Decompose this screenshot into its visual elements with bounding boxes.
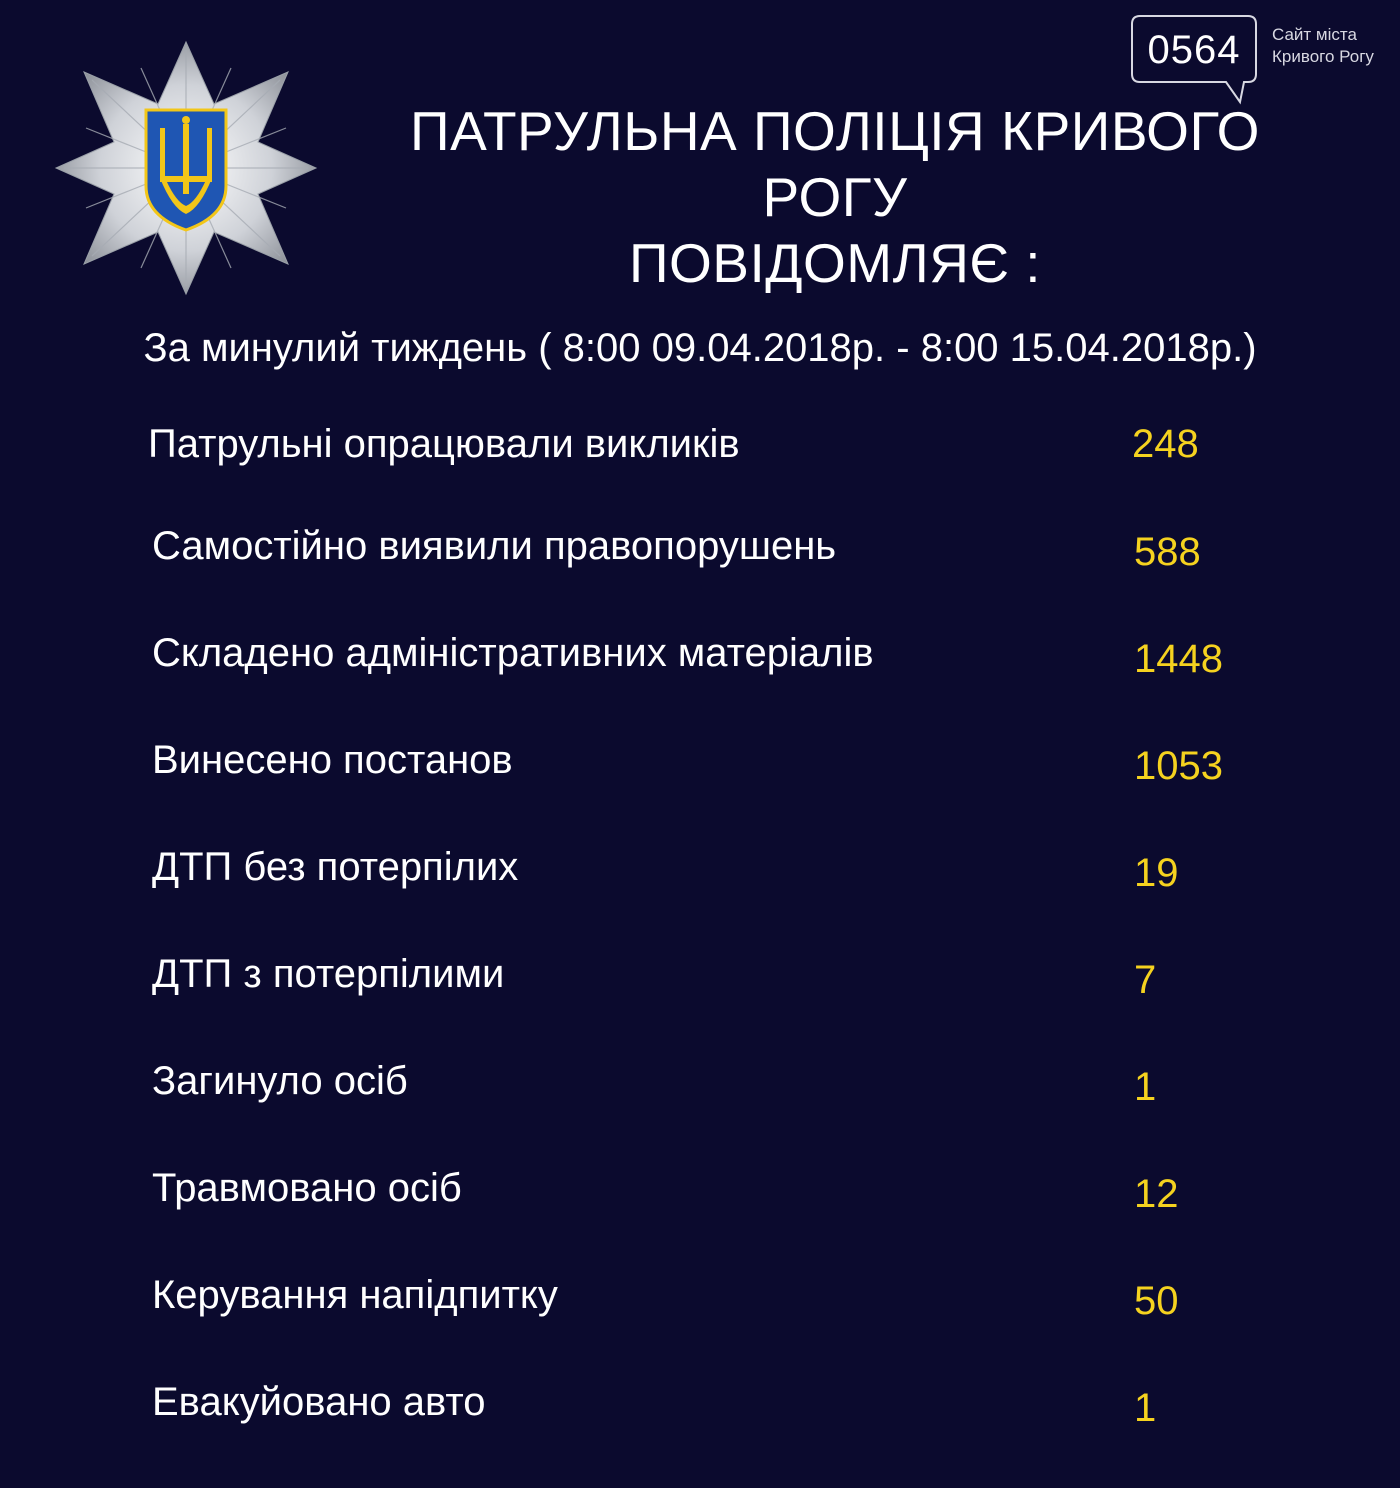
police-badge-icon xyxy=(52,38,320,296)
page-title xyxy=(330,98,1340,296)
stat-label: Самостійно виявили правопорушень xyxy=(152,524,837,568)
title-line-1: ПАТРУЛЬНА ПОЛІЦІЯ КРИВОГО РОГУ xyxy=(410,100,1260,228)
stat-row xyxy=(0,738,1400,798)
stat-label: Травмовано осіб xyxy=(152,1166,462,1210)
logo-number: 0564 xyxy=(1147,28,1241,72)
stat-value: 1 xyxy=(1134,1386,1157,1430)
stat-value: 1 xyxy=(1134,1065,1157,1109)
stat-value: 12 xyxy=(1134,1172,1179,1216)
stat-value: 588 xyxy=(1134,530,1201,574)
stat-label: Керування напідпитку xyxy=(152,1273,558,1317)
stat-label: ДТП без потерпілих xyxy=(152,845,519,889)
logo-caption xyxy=(1272,24,1374,68)
stat-value: 248 xyxy=(1132,422,1199,466)
stat-row xyxy=(0,1166,1400,1226)
site-logo[interactable] xyxy=(1128,14,1393,106)
stat-row xyxy=(0,524,1400,584)
stat-value: 1053 xyxy=(1134,744,1223,788)
stat-row xyxy=(0,1059,1400,1119)
stat-row xyxy=(0,631,1400,691)
stat-row xyxy=(0,952,1400,1012)
title-line-2: ПОВІДОМЛЯЄ : xyxy=(628,232,1042,294)
stat-row xyxy=(0,1273,1400,1333)
stat-value: 7 xyxy=(1134,958,1157,1002)
stat-value: 50 xyxy=(1134,1279,1179,1323)
stat-value: 1448 xyxy=(1134,637,1223,681)
stat-label: Евакуйовано авто xyxy=(152,1380,486,1424)
report-period: За минулий тиждень ( 8:00 09.04.2018р. - 8:00 15.04.2018р.) xyxy=(143,326,1257,370)
stat-label: Патрульні опрацювали викликів xyxy=(148,422,740,466)
stat-row xyxy=(0,1380,1400,1440)
stat-value: 19 xyxy=(1134,851,1179,895)
stat-label: ДТП з потерпілими xyxy=(152,952,505,996)
stat-label: Загинуло осіб xyxy=(152,1059,408,1103)
stat-label: Складено адміністративних матеріалів xyxy=(152,631,874,675)
stat-label: Винесено постанов xyxy=(152,738,513,782)
stat-row xyxy=(0,845,1400,905)
stat-row xyxy=(0,422,1400,482)
logo-caption-line-2: Кривого Рогу xyxy=(1272,47,1374,66)
logo-caption-line-1: Сайт міста xyxy=(1272,25,1357,44)
